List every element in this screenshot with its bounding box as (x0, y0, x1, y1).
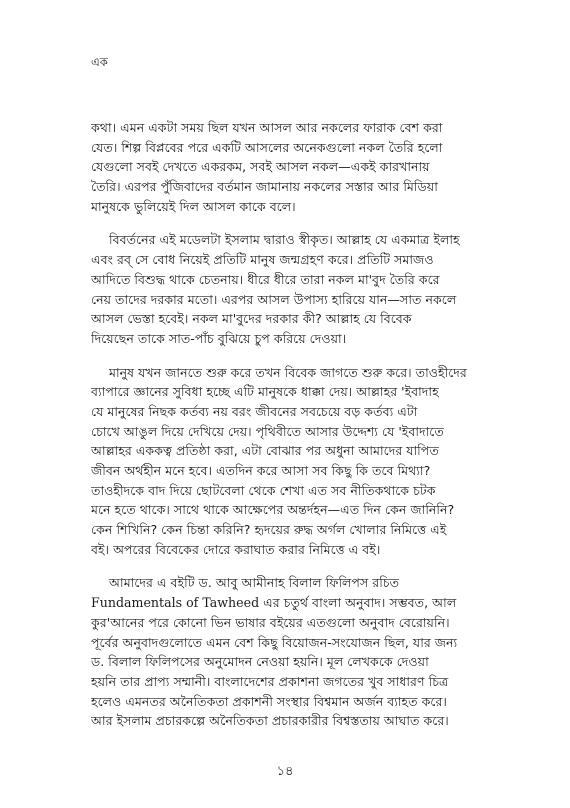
paragraph-1 (91, 118, 495, 216)
text-line: যেগুলো সবই দেখতে একরকম, সবই আসল নকল—একই কারখানায় (91, 159, 430, 175)
text-line: মনে হতে থাকে। সাথে থাকে আক্ষেপের অন্তর্দহন—এত দিন কেন জানিনি? (91, 502, 455, 518)
book-title: Fundamentals of Tawheed (91, 595, 260, 611)
page-number: ১৪ (276, 764, 294, 779)
text-line: আর ইসলাম প্রচারকল্পে অনৈতিকতা প্রচারকারীর বিশ্বস্ততায় আঘাত করে। (91, 713, 449, 729)
text-line: জীবন অর্থহীন মনে হবে। এতদিন করে আসা সব কিছু কি তবে মিথ্যা? (91, 463, 431, 478)
text-line: মানুষকে ভুলিয়েই দিল আসল কাকে বলে। (91, 198, 296, 214)
text-line: মানুষ যখন জানতে শুরু করে তখন বিবেক জাগতে শুরু করে। তাওহীদের (109, 364, 467, 380)
text-line: আমাদের এ বইটি ড. আবু আমীনাহ বিলাল ফিলিপস রচিত (109, 575, 400, 591)
body-text (91, 118, 495, 745)
text-line: দিয়েছেন তাকে সাত-পাঁচ বুঝিয়ে চুপ করিয়ে দেওয়া। (91, 330, 347, 346)
text-line: তৈরি। এরপর পুঁজিবাদের বর্তমান জামানায় নকলের সস্তার আর মিডিয়া (91, 179, 438, 195)
text-line: আসল ভেস্তা হবেই। নকল মা'বুদের দরকার কী? আল্লাহ যে বিবেক (91, 311, 412, 327)
text-line: কুর'আনের পরে কোনো ভিন ভাষার বইয়ের এতগুলো অনুবাদ বেরোয়নি। (91, 614, 450, 630)
text-line: কথা। এমন একটা সময় ছিল যখন আসল আর নকলের ফারাক বেশ করা (91, 120, 443, 135)
text-line: এবং রব্ সে বোধ নিয়েই প্রতিটি মানুষ জন্মগ্রহণ করে। প্রতিটি সমাজও (91, 252, 434, 268)
text-line: হয়নি তার প্রাপ্য সম্মানী। বাংলাদেশের প্রকাশনা জগতের খুব সাধারণ চিত্র (91, 673, 449, 689)
text-line: ড. বিলাল ফিলিপসের অনুমোদন নেওয়া হয়নি। মূল লেখককে দেওয়া (91, 654, 429, 670)
text-line: যেত। শিল্প বিপ্লবের পরে একটি আসলের অনেকগুলো নকল তৈরি হলো (91, 139, 443, 155)
paragraph-4 (91, 573, 495, 731)
text-line: বিবর্তনের এই মডেলটা ইসলাম দ্বারাও স্বীকৃত। আল্লাহ যে একমাত্র ইলাহ (109, 232, 460, 248)
text-line: যে মানুষের নিছক কর্তব্য নয় বরং জীবনের সবচেয়ে বড় কর্তব্য এটা (91, 403, 418, 419)
text-line: পূর্বের অনুবাদগুলোতে এমন বেশ কিছু বিয়োজন-সংযোজন ছিল, যার জন্য (91, 634, 458, 650)
text-line: চোখে আঙুল দিয়ে দেখিয়ে দেয়। পৃথিবীতে আসার উদ্দেশ্য যে 'ইবাদাতে (91, 423, 444, 439)
paragraph-3 (91, 363, 495, 560)
running-head: এক (91, 55, 108, 69)
text-line: হলেও এমনতর অনৈতিকতা প্রকাশনী সংস্থার বিশ্বমান অর্জন ব্যাহত করে। (91, 693, 447, 709)
text-line: কেন শিখিনি? কেন চিন্তা করিনি? হৃদয়ের রুদ্ধ অর্গল খোলার নিমিত্তে এই (91, 522, 447, 538)
text-line: বই। অপরের বিবেকের দোরে করাঘাত করার নিমিত্তে এ বই। (91, 541, 381, 557)
text-line: নেয় তাদের দরকার মতো। এরপর আসল উপাস্য হারিয়ে যান—সাত নকলে (91, 291, 457, 307)
title-suffix: এর চতুর্থ বাংলা অনুবাদ। সম্ভবত, আল (259, 595, 457, 611)
paragraph-2 (91, 230, 495, 348)
text-line: তাওহীদকে বাদ দিয়ে ছোটবেলা থেকে শেখা এত সব নীতিকথাকে চটক (91, 482, 436, 498)
text-line: ব্যাপারে জ্ঞানের সুবিধা হচ্ছে এটি মানুষকে ধাক্কা দেয়। আল্লাহর 'ইবাদাহ (91, 384, 439, 400)
text-line: আল্লাহর এককত্ব প্রতিষ্ঠা করা, এটা বোঝার পর অধুনা আমাদের যাপিত (91, 443, 439, 459)
text-line: আদিতে বিশুদ্ধ থাকে চেতনায়। ধীরে ধীরে তারা নকল মা'বুদ তৈরি করে (91, 271, 440, 287)
text-line (91, 593, 495, 613)
